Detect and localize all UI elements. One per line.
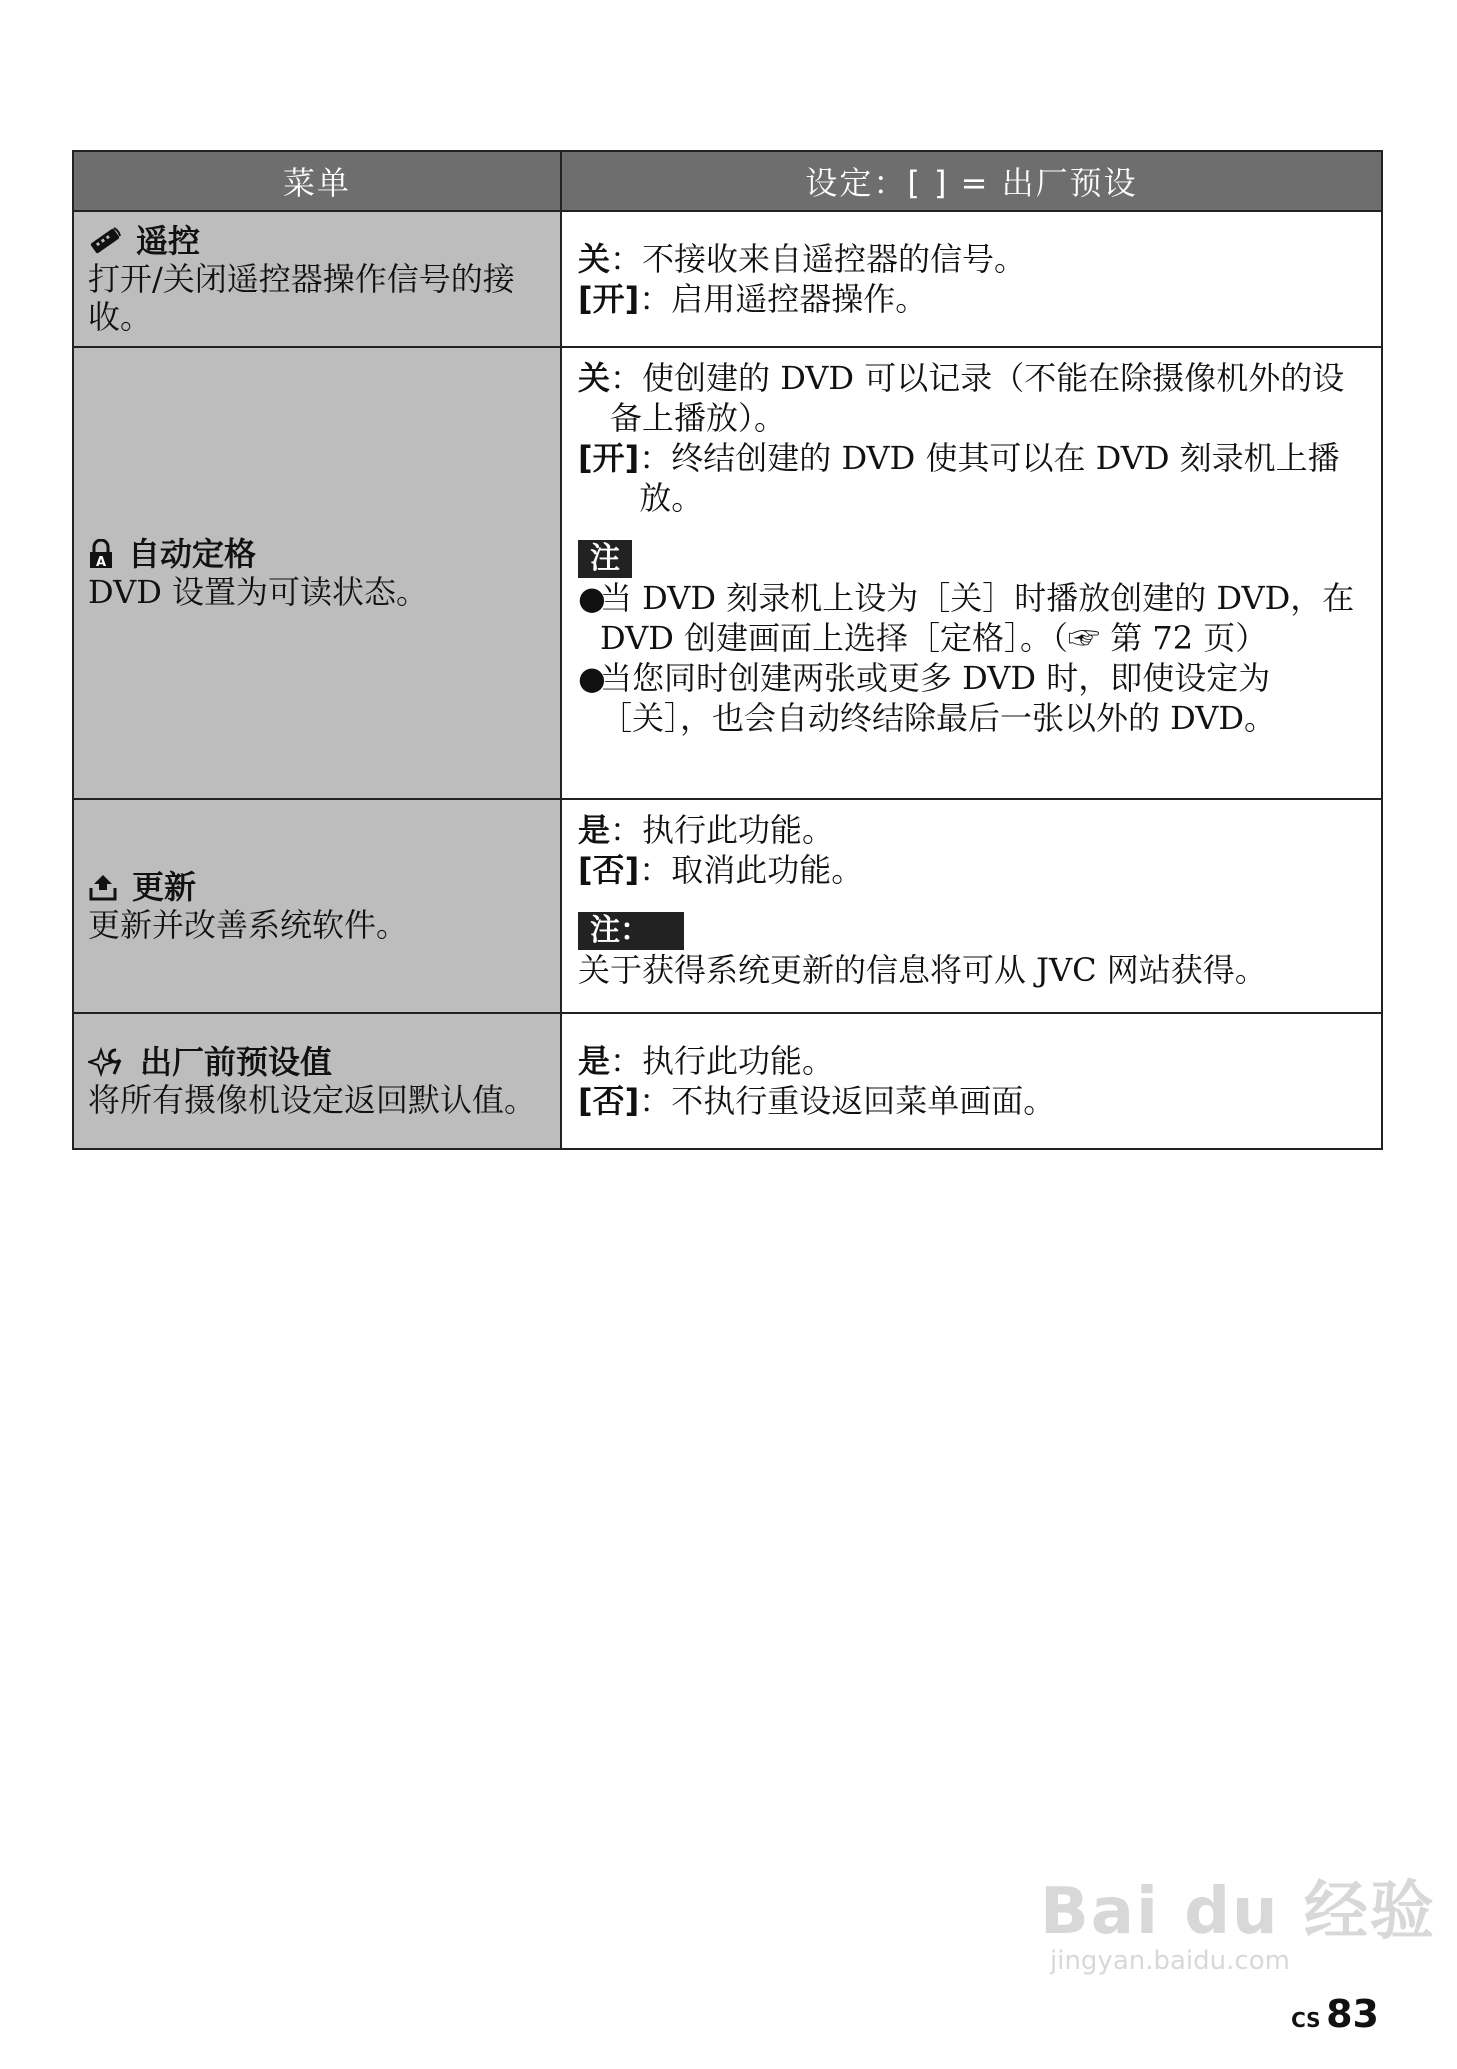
setting-column-header: 设定：[ ] = 出厂预设 <box>561 151 1382 211</box>
menu-item-title: 自动定格 <box>128 535 257 573</box>
watermark <box>1040 1860 1436 1976</box>
menu-cell <box>73 347 561 799</box>
setting-cell <box>561 211 1382 347</box>
setting-cell <box>561 799 1382 1013</box>
table-row <box>73 799 1382 1013</box>
option-key: [否] <box>578 1082 640 1120</box>
note-text: 关于获得系统更新的信息将可从 JVC 网站获得。 <box>578 951 1267 989</box>
menu-cell <box>73 211 561 347</box>
setting-option <box>578 239 1365 279</box>
remote-control-icon <box>88 226 122 256</box>
menu-item-description: 将所有摄像机设定返回默认值。 <box>88 1081 537 1119</box>
menu-item-title: 遥控 <box>136 222 201 260</box>
update-icon <box>88 872 118 902</box>
table-row <box>73 347 1382 799</box>
menu-item-description: 更新并改善系统软件。 <box>88 906 409 944</box>
page-num: 83 <box>1326 1992 1379 2036</box>
menu-item-title: 更新 <box>132 868 197 906</box>
option-key: [开] <box>578 280 640 318</box>
menu-item-title: 出厂前预设值 <box>140 1043 333 1081</box>
option-key: 是 <box>578 811 611 849</box>
option-key: 关 <box>578 359 611 397</box>
option-text: ：执行此功能。 <box>610 811 835 849</box>
menu-cell <box>73 799 561 1013</box>
option-text: ：取消此功能。 <box>639 851 864 889</box>
setting-option <box>578 358 1365 438</box>
settings-table <box>72 150 1383 1150</box>
auto-finalize-icon <box>88 539 114 569</box>
option-text: ：启用遥控器操作。 <box>639 280 928 318</box>
setting-option <box>578 850 1365 890</box>
option-key: 关 <box>578 240 611 278</box>
setting-option <box>578 1041 1365 1081</box>
setting-option <box>578 1081 1365 1121</box>
note-text: 当 DVD 刻录机上设为［关］时播放创建的 DVD，在 DVD 创建画面上选择［定格］。（☞ 第 72 页） <box>600 579 1355 657</box>
table-row <box>73 211 1382 347</box>
option-key: [开] <box>578 439 640 477</box>
option-text: ：不接收来自遥控器的信号。 <box>610 240 1027 278</box>
note-badge: 注 <box>578 540 632 578</box>
option-key: 是 <box>578 1042 611 1080</box>
page-lang: CS <box>1291 2008 1321 2032</box>
setting-cell <box>561 347 1382 799</box>
setting-option <box>578 279 1365 319</box>
option-text: ：执行此功能。 <box>610 1042 835 1080</box>
menu-item-description: 打开/关闭遥控器操作信号的接收。 <box>88 260 515 336</box>
setting-cell <box>561 1013 1382 1149</box>
watermark-url: jingyan.baidu.com <box>1050 1946 1290 1976</box>
note-bullet: ● 当 DVD 刻录机上设为［关］时播放创建的 DVD，在 DVD 创建画面上选择［定格］。（☞ 第 72 页） <box>578 578 1365 658</box>
watermark-brand: Bai du 经验 <box>1040 1875 1436 1949</box>
menu-cell <box>73 1013 561 1149</box>
table-header <box>73 151 1382 211</box>
menu-column-header: 菜单 <box>73 151 561 211</box>
setting-option <box>578 810 1365 850</box>
option-text: ：终结创建的 DVD 使其可以在 DVD 刻录机上播放。 <box>639 439 1340 517</box>
menu-item-description: DVD 设置为可读状态。 <box>88 573 429 611</box>
option-key: [否] <box>578 851 640 889</box>
note-text: 当您同时创建两张或更多 DVD 时，即使设定为［关］，也会自动终结除最后一张以外的 DVD。 <box>600 659 1277 737</box>
option-text: ：使创建的 DVD 可以记录（不能在除摄像机外的设备上播放）。 <box>610 359 1345 437</box>
option-text: ：不执行重设返回菜单画面。 <box>639 1082 1056 1120</box>
setting-option <box>578 438 1365 518</box>
factory-reset-icon <box>88 1047 126 1077</box>
note-bullet: ● 当您同时创建两张或更多 DVD 时，即使设定为［关］，也会自动终结除最后一张以外的 DVD。 <box>578 658 1365 738</box>
svg-text:A: A <box>95 555 107 569</box>
page-number <box>1291 1992 1379 2036</box>
note-badge: 注： <box>578 912 684 950</box>
table-row <box>73 1013 1382 1149</box>
